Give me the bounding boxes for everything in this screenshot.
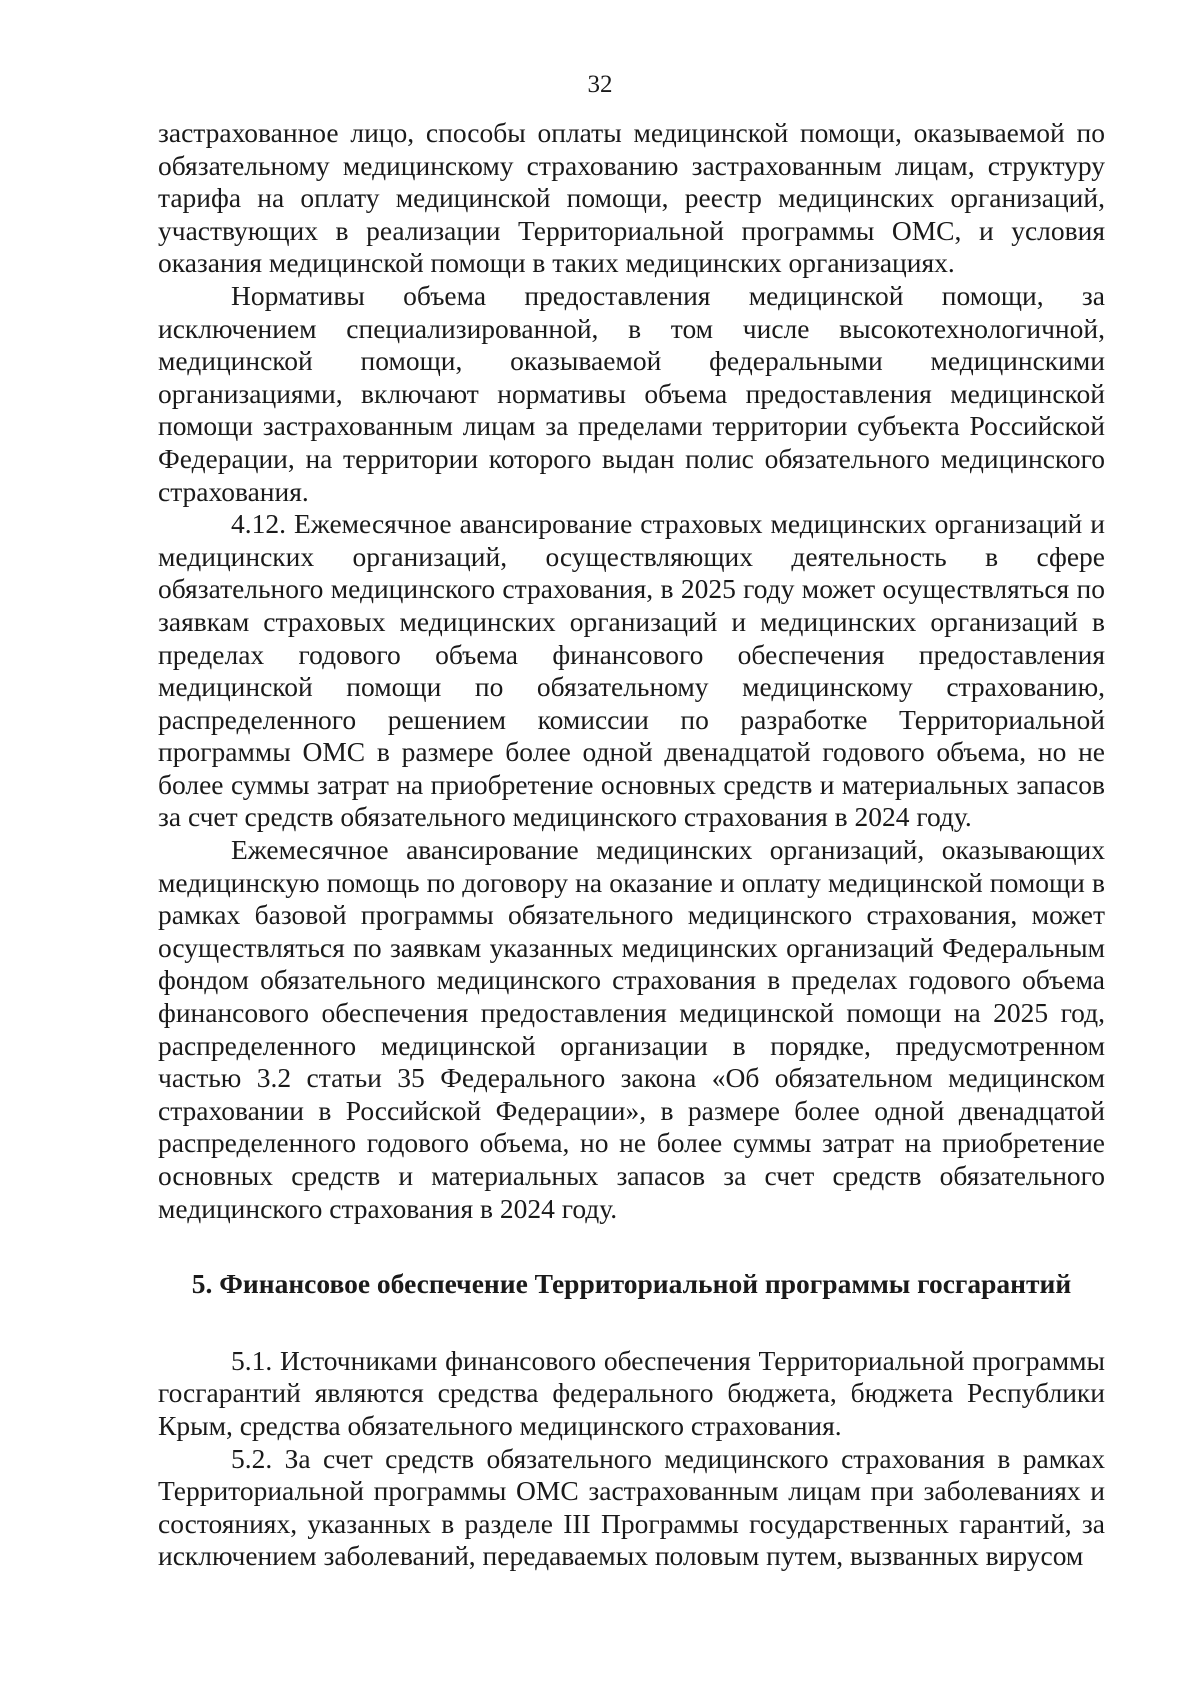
page-number: 32	[587, 71, 613, 98]
paragraph-volume-norms: Нормативы объема предоставления медицинской помощи, за исключением специализированной, в том числе высокотехнологичной, медицинской помощи, оказываемой федеральными медицинскими организациями, включают нормативы объема предоставления медицинской помощи застрахованным лицам за пределами территории субъекта Российской Федерации, на территории которого выдан полис обязательного медицинского страхования.	[158, 279, 1105, 507]
document-body	[158, 117, 1105, 1573]
paragraph-monthly-advance: Ежемесячное авансирование медицинских организаций, оказывающих медицинскую помощь по договору на оказание и оплату медицинской помощи в рамках базовой программы обязательного медицинского страхования, может осуществляться по заявкам указанных медицинских организаций Федеральным фондом обязательного медицинского страхования в пределах годового объема финансового обеспечения предоставления медицинской помощи на 2025 год, распределенного медицинской организации в порядке, предусмотренном частью 3.2 статьи 35 Федерального закона «Об обязательном медицинском страховании в Российской Федерации», в размере более одной двенадцатой распределенного годового объема, но не более суммы затрат на приобретение основных средств и материальных запасов за счет средств обязательного медицинского страхования в 2024 году.	[158, 834, 1105, 1224]
paragraph-4-12: 4.12. Ежемесячное авансирование страховых медицинских организаций и медицинских организаций, осуществляющих деятельность в сфере обязательного медицинского страхования, в 2025 году может осуществляться по заявкам страховых медицинских организаций и медицинских организаций в пределах годового объема финансового обеспечения предоставления медицинской помощи по обязательному медицинскому страхованию, распределенного решением комиссии по разработке Территориальной программы ОМС в размере более одной двенадцатой годового объема, но не более суммы затрат на приобретение основных средств и материальных запасов за счет средств обязательного медицинского страхования в 2024 году.	[158, 508, 1105, 833]
paragraph-5-2: 5.2. За счет средств обязательного медицинского страхования в рамках Территориальной программы ОМС застрахованным лицам при заболеваниях и состояниях, указанных в разделе III Программы государственных гарантий, за исключением заболеваний, передаваемых половым путем, вызванных вирусом	[158, 1442, 1105, 1572]
section-heading: 5. Финансовое обеспечение Территориальной программы госгарантий	[191, 1268, 1072, 1300]
paragraph-continuation: застрахованное лицо, способы оплаты медицинской помощи, оказываемой по обязательному медицинскому страхованию застрахованным лицам, структуру тарифа на оплату медицинской помощи, реестр медицинских организаций, участвующих в реализации Территориальной программы ОМС, и условия оказания медицинской помощи в таких медицинских организациях.	[158, 117, 1105, 279]
paragraph-5-1: 5.1. Источниками финансового обеспечения Территориальной программы госгарантий являются средства федерального бюджета, бюджета Республики Крым, средства обязательного медицинского страхования.	[158, 1344, 1105, 1441]
